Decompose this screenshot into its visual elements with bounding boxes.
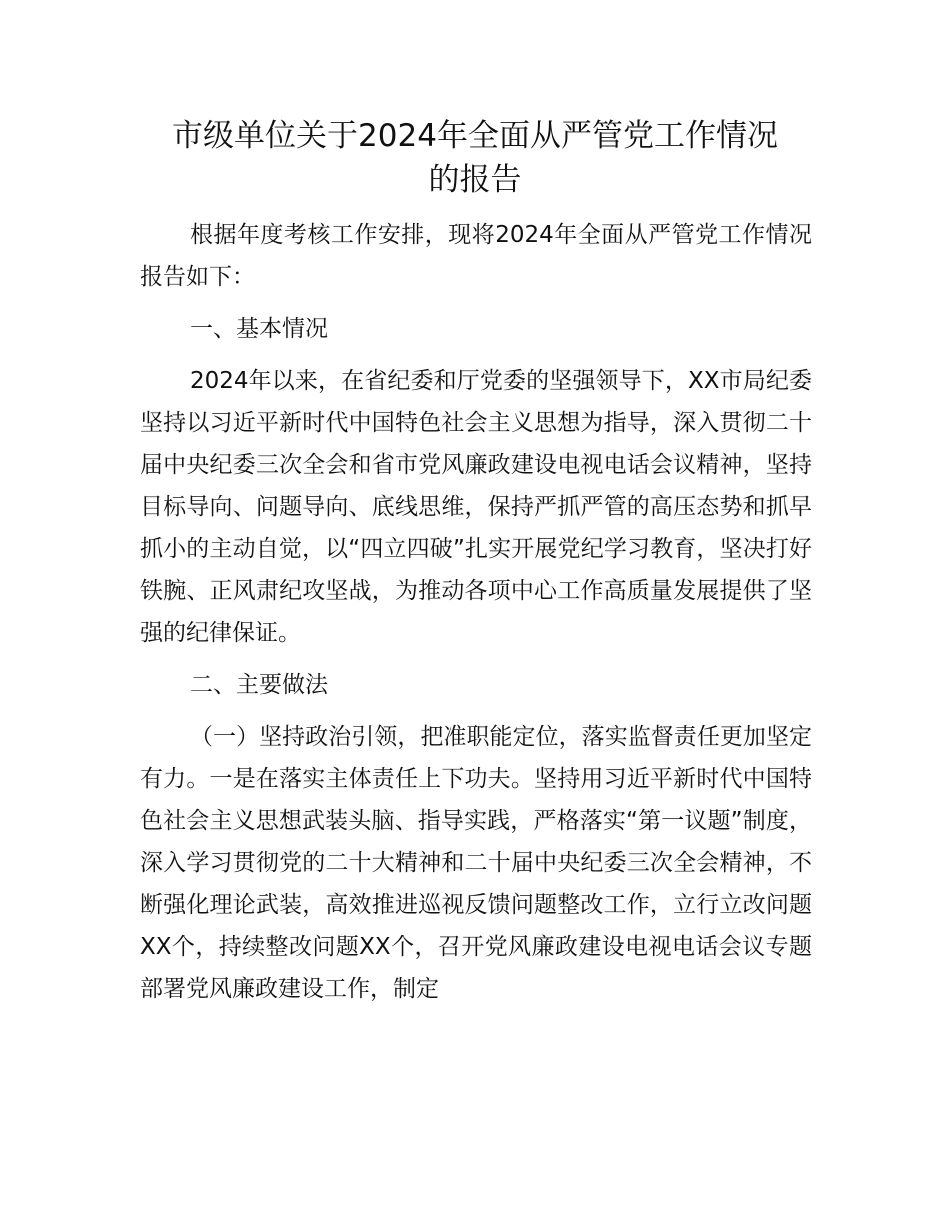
section-paragraph-practices: （一）坚持政治引领，把准职能定位，落实监督责任更加坚定有力。一是在落实主体责任上下功夫。坚持用习近平新时代中国特色社会主义思想武装头脑、指导实践，严格落实“第一议题”制度，深入学习贯彻党的二十大精神和二十届中央纪委三次全会精神，不断强化理论武装，高效推进巡视反馈问题整改工作，立行立改问题XX个，持续整改问题XX个，召开党风廉政建设电视电话会议专题部署党风廉政建设工作，制定 bbox=[140, 724, 812, 1002]
title-line-1: 市级单位关于2024年全面从严管党工作情况 bbox=[172, 118, 778, 154]
title-line-2: 的报告 bbox=[428, 162, 522, 198]
intro-paragraph: 根据年度考核工作安排，现将2024年全面从严管党工作情况报告如下： bbox=[140, 222, 812, 290]
section-paragraph-basic: 2024年以来，在省纪委和厅党委的坚强领导下，XX市局纪委坚持以习近平新时代中国特色社会主义思想为指导，深入贯彻二十届中央纪委三次全会和省市党风廉政建设电视电话会议精神，坚持目标导向、问题导向、底线思维，保持严抓严管的高压态势和抓早抓小的主动自觉，以“四立四破”扎实开展党纪学习教育，坚决打好铁腕、正风肃纪攻坚战，为推动各项中心工作高质量发展提供了坚强的纪律保证。 bbox=[140, 368, 812, 646]
section-heading-basic: 一、基本情况 bbox=[190, 316, 328, 342]
document-title bbox=[120, 114, 830, 202]
section-heading-practices: 二、主要做法 bbox=[190, 672, 328, 698]
document-body bbox=[140, 214, 812, 1010]
